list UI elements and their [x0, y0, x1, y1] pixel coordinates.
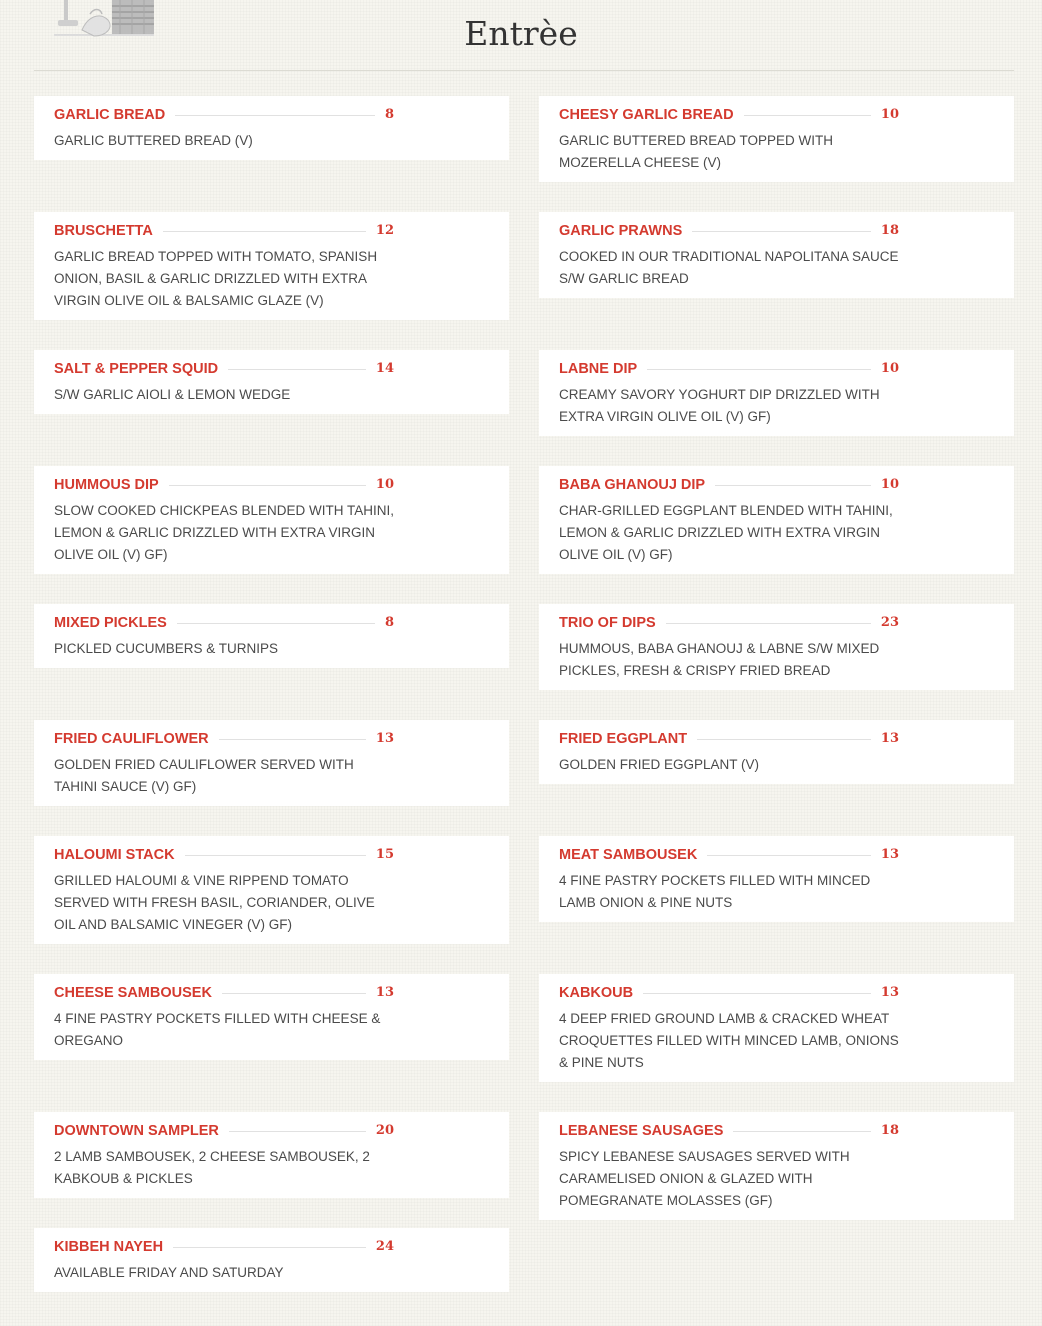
- price-leader-line: [169, 485, 366, 486]
- menu-item-meat-sambousek: [539, 836, 1014, 922]
- menu-item-description: GARLIC BREAD TOPPED WITH TOMATO, SPANISH ONION, BASIL & GARLIC DRIZZLED WITH EXTRA VIRGIN OLIVE OIL & BALSAMIC GLAZE (V): [54, 249, 378, 308]
- menu-item-fried-eggplant: [539, 720, 1014, 784]
- menu-item-description: CREAMY SAVORY YOGHURT DIP DRIZZLED WITH EXTRA VIRGIN OLIVE OIL (V) GF): [559, 387, 880, 424]
- menu-item-description: S/W GARLIC AIOLI & LEMON WEDGE: [54, 387, 291, 402]
- menu-item-price: 10: [880, 477, 899, 492]
- menu-item-price: 8: [384, 615, 394, 630]
- menu-item-description: AVAILABLE FRIDAY AND SATURDAY: [54, 1265, 284, 1280]
- price-leader-line: [715, 485, 871, 486]
- menu-item-description: HUMMOUS, BABA GHANOUJ & LABNE S/W MIXED PICKLES, FRESH & CRISPY FRIED BREAD: [559, 641, 880, 678]
- price-leader-line: [228, 369, 366, 370]
- menu-item-name: DOWNTOWN SAMPLER: [54, 1123, 219, 1139]
- menu-item-kibbeh-nayeh: [34, 1228, 509, 1292]
- menu-item-mixed-pickles: [34, 604, 509, 668]
- menu-item-price: 24: [375, 1239, 394, 1254]
- menu-item-baba-ghanouj-dip: [539, 466, 1014, 574]
- menu-item-haloumi-stack: [34, 836, 509, 944]
- price-leader-line: [229, 1131, 366, 1132]
- menu-item-name: BABA GHANOUJ DIP: [559, 477, 706, 493]
- menu-item-name: HUMMOUS DIP: [54, 477, 159, 493]
- menu-item-price: 18: [880, 1123, 899, 1138]
- menu-item-price: 20: [375, 1123, 394, 1138]
- menu-item-trio-of-dips: [539, 604, 1014, 690]
- menu-item-price: 14: [375, 361, 394, 376]
- menu-item-description: GRILLED HALOUMI & VINE RIPPEND TOMATO SERVED WITH FRESH BASIL, CORIANDER, OLIVE OIL AND BALSAMIC VINEGER (V) GF): [54, 873, 375, 932]
- menu-item-salt-pepper-squid: [34, 350, 509, 414]
- price-leader-line: [643, 993, 871, 994]
- price-leader-line: [692, 231, 871, 232]
- menu-item-description: SLOW COOKED CHICKPEAS BLENDED WITH TAHINI, LEMON & GARLIC DRIZZLED WITH EXTRA VIRGIN OLIVE OIL (V) GF): [54, 503, 395, 562]
- menu-item-name: GARLIC BREAD: [54, 107, 166, 123]
- menu-item-price: 23: [880, 615, 899, 630]
- menu-item-hummous-dip: [34, 466, 509, 574]
- price-leader-line: [163, 231, 366, 232]
- menu-item-name: BRUSCHETTA: [54, 223, 153, 239]
- menu-item-price: 10: [880, 361, 899, 376]
- menu-item-name: CHEESE SAMBOUSEK: [54, 985, 212, 1001]
- menu-item-garlic-bread: [34, 96, 509, 160]
- price-leader-line: [733, 1131, 871, 1132]
- menu-item-name: FRIED CAULIFLOWER: [54, 731, 209, 747]
- menu-item-cheese-sambousek: [34, 974, 509, 1060]
- menu-item-description: 2 LAMB SAMBOUSEK, 2 CHEESE SAMBOUSEK, 2 KABKOUB & PICKLES: [54, 1149, 370, 1186]
- title-divider: [34, 70, 1014, 71]
- menu-item-description: 4 FINE PASTRY POCKETS FILLED WITH CHEESE & OREGANO: [54, 1011, 381, 1048]
- menu-item-fried-cauliflower: [34, 720, 509, 806]
- menu-item-description: GARLIC BUTTERED BREAD (V): [54, 133, 253, 148]
- menu-item-price: 13: [375, 985, 394, 1000]
- menu-item-description: PICKLED CUCUMBERS & TURNIPS: [54, 641, 279, 656]
- menu-item-name: SALT & PEPPER SQUID: [54, 361, 219, 377]
- menu-item-lebanese-sausages: [539, 1112, 1014, 1220]
- menu-item-description: COOKED IN OUR TRADITIONAL NAPOLITANA SAUCE S/W GARLIC BREAD: [559, 249, 899, 286]
- price-leader-line: [185, 855, 366, 856]
- menu-item-price: 15: [375, 847, 394, 862]
- menu-item-name: HALOUMI STACK: [54, 847, 175, 863]
- menu-item-description: CHAR-GRILLED EGGPLANT BLENDED WITH TAHINI, LEMON & GARLIC DRIZZLED WITH EXTRA VIRGIN OLIVE OIL (V) GF): [559, 503, 893, 562]
- menu-item-price: 13: [880, 847, 899, 862]
- menu-item-name: GARLIC PRAWNS: [559, 223, 683, 239]
- menu-item-price: 13: [880, 985, 899, 1000]
- menu-item-name: KABKOUB: [559, 985, 634, 1001]
- price-leader-line: [173, 1247, 366, 1248]
- menu-item-description: 4 DEEP FRIED GROUND LAMB & CRACKED WHEAT CROQUETTES FILLED WITH MINCED LAMB, ONIONS & PINE NUTS: [559, 1011, 899, 1070]
- menu-item-name: MEAT SAMBOUSEK: [559, 847, 698, 863]
- menu-item-name: CHEESY GARLIC BREAD: [559, 107, 734, 123]
- price-leader-line: [647, 369, 871, 370]
- price-leader-line: [175, 115, 375, 116]
- menu-item-name: KIBBEH NAYEH: [54, 1239, 164, 1255]
- menu-item-name: TRIO OF DIPS: [559, 615, 656, 631]
- menu-item-name: MIXED PICKLES: [54, 615, 167, 631]
- price-leader-line: [666, 623, 871, 624]
- price-leader-line: [744, 115, 871, 116]
- price-leader-line: [707, 855, 871, 856]
- menu-item-name: FRIED EGGPLANT: [559, 731, 688, 747]
- menu-item-cheesy-garlic-bread: [539, 96, 1014, 182]
- price-leader-line: [697, 739, 871, 740]
- menu-item-labne-dip: [539, 350, 1014, 436]
- menu-item-price: 13: [880, 731, 899, 746]
- section-title: Entrèe: [464, 14, 578, 53]
- menu-item-name: LABNE DIP: [559, 361, 638, 377]
- menu-item-kabkoub: [539, 974, 1014, 1082]
- price-leader-line: [219, 739, 366, 740]
- menu-item-description: GOLDEN FRIED CAULIFLOWER SERVED WITH TAHINI SAUCE (V) GF): [54, 757, 354, 794]
- menu-item-name: LEBANESE SAUSAGES: [559, 1123, 724, 1139]
- price-leader-line: [222, 993, 366, 994]
- menu-item-price: 10: [375, 477, 394, 492]
- price-leader-line: [177, 623, 375, 624]
- menu-item-description: GOLDEN FRIED EGGPLANT (V): [559, 757, 760, 772]
- menu-item-description: GARLIC BUTTERED BREAD TOPPED WITH MOZERELLA CHEESE (V): [559, 133, 834, 170]
- menu-item-price: 8: [384, 107, 394, 122]
- menu-item-price: 13: [375, 731, 394, 746]
- menu-item-price: 12: [375, 223, 394, 238]
- menu-item-description: 4 FINE PASTRY POCKETS FILLED WITH MINCED LAMB ONION & PINE NUTS: [559, 873, 871, 910]
- menu-item-price: 18: [880, 223, 899, 238]
- menu-item-price: 10: [880, 107, 899, 122]
- menu-item-bruschetta: [34, 212, 509, 320]
- menu-item-garlic-prawns: [539, 212, 1014, 298]
- menu-item-downtown-sampler: [34, 1112, 509, 1198]
- menu-item-description: SPICY LEBANESE SAUSAGES SERVED WITH CARAMELISED ONION & GLAZED WITH POMEGRANATE MOLASSES (GF): [559, 1149, 850, 1208]
